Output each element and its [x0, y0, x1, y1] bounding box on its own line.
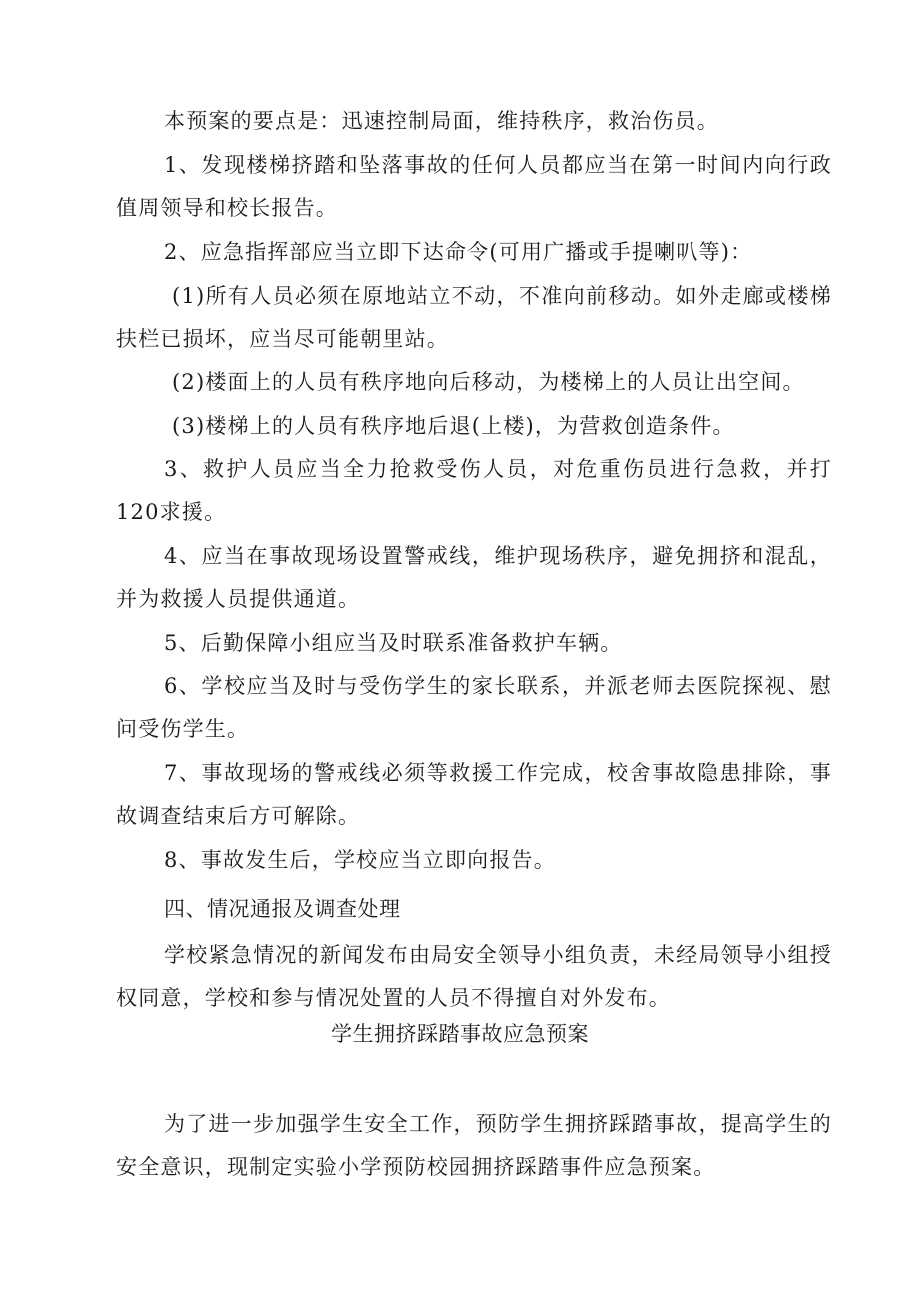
section-4-heading: 四、情况通报及调查处理: [164, 897, 401, 921]
step-3-paragraph: 3、救护人员应当全力抢救受伤人员，对危重伤员进行急救，并打120求援。: [116, 457, 832, 524]
intro-paragraph: 本预案的要点是：迅速控制局面，维持秩序，救治伤员。: [164, 109, 719, 133]
step-4-paragraph: 4、应当在事故现场设置警戒线，维护现场秩序，避免拥挤和混乱，并为救援人员提供通道。: [116, 544, 832, 611]
step-5-paragraph: 5、后勤保障小组应当及时联系准备救护车辆。: [164, 631, 623, 655]
step-7-paragraph: 7、事故现场的警戒线必须等救援工作完成，校舍事故隐患排除，事故调查结束后方可解除。: [116, 761, 832, 828]
step-2-sub-1-paragraph: (1)所有人员必须在原地站立不动，不准向前移动。如外走廊或楼梯扶栏已损坏，应当尽可能朝里站。: [116, 284, 832, 351]
plan-intro-paragraph: 为了进一步加强学生安全工作，预防学生拥挤踩踏事故，提高学生的安全意识，现制定实验小学预防校园拥挤踩踏事件应急预案。: [116, 1112, 832, 1179]
step-2-sub-2-paragraph: (2)楼面上的人员有秩序地向后移动，为楼梯上的人员让出空间。: [172, 370, 805, 394]
step-6-paragraph: 6、学校应当及时与受伤学生的家长联系，并派老师去医院探视、慰问受伤学生。: [116, 674, 832, 741]
step-1-paragraph: 1、发现楼梯挤踏和坠落事故的任何人员都应当在第一时间内向行政值周领导和校长报告。: [116, 153, 832, 220]
section-4-body: 学校紧急情况的新闻发布由局安全领导小组负责，未经局领导小组授权同意，学校和参与情况处置的人员不得擅自对外发布。: [116, 943, 832, 1010]
step-8-paragraph: 8、事故发生后，学校应当立即向报告。: [164, 848, 556, 872]
plan-title: 学生拥挤踩踏事故应急预案: [331, 1022, 589, 1046]
step-2-sub-3-paragraph: (3)楼梯上的人员有秩序地后退(上楼)，为营救创造条件。: [172, 414, 735, 438]
step-2-paragraph: 2、应急指挥部应当立即下达命令(可用广播或手提喇叭等)：: [164, 240, 753, 264]
